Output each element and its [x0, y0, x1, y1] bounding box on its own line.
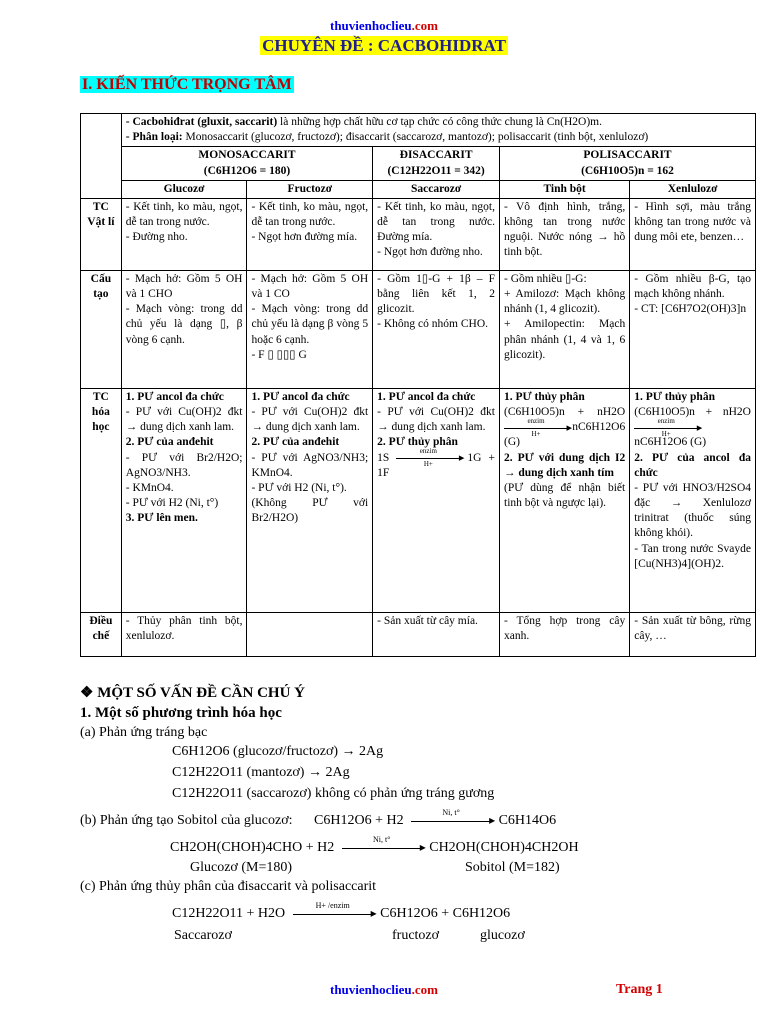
reaction-a1: C6H12O6 (glucozơ/fructozơ) → 2Ag — [172, 744, 384, 759]
row-label: Điều chế — [81, 612, 122, 656]
table-cell — [373, 198, 500, 270]
topic-text: CHUYÊN ĐỀ : CACBOHIDRAT — [262, 36, 506, 55]
group-mono — [121, 147, 372, 180]
cell-line: + Amilozơ: Mạch không nhánh (1, 4 glicozit). — [504, 288, 626, 316]
fructose-note: fructozơ — [392, 928, 440, 943]
cell-line: - CT: [C6H7O2(OH)3]n — [634, 303, 747, 316]
reaction-c — [172, 900, 511, 922]
table-cell — [247, 388, 373, 612]
col-fructose: Fructozơ — [247, 180, 373, 198]
cell-line: - Vô định hình, trắng, không tan trong nước nguội. Nước nóng → hồ tinh bột. — [504, 200, 626, 259]
cell-line: - Kết tinh, ko màu, ngọt, dễ tan trong nước. — [251, 200, 369, 229]
property-row — [81, 388, 756, 612]
footer-site-name: thuvienhoclieu — [330, 982, 412, 997]
reaction-b2-left: CH2OH(CHOH)4CHO + H2 — [170, 840, 335, 855]
group-di-label: ĐISACCARIT — [399, 149, 473, 162]
cell-line: - Mạch vòng: trong dd chủ yếu là dạng β vòng 5 hoặc 6 cạnh. — [251, 303, 369, 346]
property-row — [81, 198, 756, 270]
notes-subheading: 1. Một số phương trình hóa học — [80, 704, 282, 721]
group-poly — [500, 147, 756, 180]
cell-line: 1. PƯ thủy phân — [634, 390, 715, 403]
glucose-note: Glucozơ (M=180) — [190, 860, 292, 875]
page-number: Trang 1 — [616, 982, 663, 997]
reaction-b2-right: CH2OH(CHOH)4CH2OH — [429, 840, 579, 855]
table-cell — [500, 270, 630, 388]
table-cell — [373, 388, 500, 612]
reaction-c-left: C12H22O11 + H2O — [172, 906, 286, 921]
cell-line: - Sản xuất từ bông, rừng cây, … — [634, 614, 751, 643]
summary-table — [80, 113, 756, 657]
cell-line: 2. PƯ của anđehit — [251, 436, 340, 449]
cell-line: - KMnO4. — [125, 481, 174, 494]
section-heading — [80, 76, 294, 94]
intro-row — [81, 114, 756, 147]
table-cell — [500, 198, 630, 270]
cell-line: - Hình sợi, màu trắng không tan trong nước và dung môi ete, benzen… — [634, 200, 751, 244]
reaction-b2 — [170, 834, 579, 856]
reaction-arrow-icon: enzim ▸ H+ — [634, 421, 698, 435]
class-term: - Phân loại: — [125, 131, 183, 144]
table-cell — [630, 198, 756, 270]
table-cell — [630, 388, 756, 612]
cell-line: - F ▯ ▯▯▯ G — [251, 348, 307, 361]
topic-title — [0, 36, 768, 56]
cell-line: - Gồm nhiều β-G, tạo mạch không nhánh. — [634, 272, 751, 301]
cell-line: 2. PƯ với dung dịch I2 → dung dịch xanh tím — [504, 451, 626, 479]
cell-line: (PƯ dùng để nhận biết tinh bột và ngược lại). — [504, 481, 626, 510]
footer-site-tld: .com — [411, 982, 438, 997]
cell-line: 2. PƯ thủy phân — [377, 436, 458, 449]
notes-section — [80, 684, 740, 742]
col-cellulose: Xenlulozơ — [630, 180, 756, 198]
cell-line: - Thủy phân tinh bột, xenlulozơ. — [125, 614, 243, 643]
reaction-a2: C12H22O11 (mantozơ) → 2Ag — [172, 765, 350, 780]
row-label: Cấu tạo — [81, 270, 122, 388]
cell-line: (C6H10O5)n + nH2O enzim ▸ H+ nC6H12O6 (G) — [634, 405, 751, 451]
cell-line: 1. PƯ ancol đa chức — [251, 390, 350, 403]
sucrose-note: Saccarozơ — [174, 928, 232, 943]
table-cell — [121, 270, 247, 388]
cell-line: - Mạch vòng: trong dd chủ yếu là dạng ▯, β vòng 6 cạnh. — [125, 303, 243, 346]
intro-text: là những hợp chất hữu cơ tạp chức có công thức chung là Cn(H2O)m. — [277, 116, 603, 128]
table-cell — [247, 198, 373, 270]
cell-line: - Ngọt hơn đường nho. — [377, 246, 483, 259]
class-text: Monosaccarit (glucozơ, fructozơ); đisaccarit (saccarozơ, mantozơ); polisaccarit (tinh bột, xenlulozơ) — [182, 131, 649, 144]
cell-line: + Amilopectin: Mạch phân nhánh (1, 4 và 1, 6 glicozit). — [504, 318, 626, 361]
site-tld: .com — [411, 18, 438, 33]
arrow-condition: Ni, t° — [442, 807, 460, 817]
cell-line: 1. PƯ thủy phân — [504, 390, 585, 403]
group-di-formula: (C12H22O11 = 342) — [387, 164, 485, 177]
cell-line: - PƯ với H2 (Ni, t°). — [251, 481, 347, 494]
cell-line: - Đường nho. — [125, 231, 188, 244]
cell-line: - PƯ với Cu(OH)2 đkt → dung dịch xanh lam. — [377, 406, 495, 434]
cell-line: 1. PƯ ancol đa chức — [377, 390, 476, 403]
table-cell — [630, 612, 756, 656]
intro-cell — [121, 114, 755, 147]
col-sucrose: Saccarozơ — [373, 180, 500, 198]
arrow-condition: H+ /enzim — [315, 900, 350, 910]
table-cell — [500, 388, 630, 612]
cell-line: 2. PƯ của anđehit — [125, 436, 214, 449]
reaction-a3: C12H22O11 (saccarozơ) không có phản ứng tráng gương — [172, 786, 495, 801]
group-di — [373, 147, 500, 180]
table-cell — [121, 198, 247, 270]
cell-line: - Gồm nhiều ▯-G: — [504, 272, 587, 285]
row-label: TC Vật lí — [81, 198, 122, 270]
table-cell — [500, 612, 630, 656]
cell-line: - Không có nhóm CHO. — [377, 318, 489, 331]
reaction-arrow-icon — [342, 834, 422, 855]
group-mono-label: MONOSACCARIT — [198, 149, 296, 162]
sorbitol-note: Sobitol (M=182) — [465, 860, 560, 875]
reaction-arrow-icon — [411, 807, 491, 828]
cell-line: - Mạch hở: Gồm 5 OH và 1 CO — [251, 272, 369, 301]
table-cell — [247, 612, 373, 656]
cell-line: - Gồm 1▯-G + 1β – F bằng liên kết 1, 2 glicozit. — [377, 272, 495, 316]
reaction-b-line — [80, 807, 557, 829]
cell-line: - Sản xuất từ cây mía. — [377, 614, 478, 627]
col-starch: Tinh bột — [500, 180, 630, 198]
row-label: TC hóa học — [81, 388, 122, 612]
table-cell — [373, 270, 500, 388]
section-text: I. KIẾN THỨC TRỌNG TÂM — [82, 76, 292, 93]
reaction-arrow-icon — [293, 900, 373, 921]
group-poly-label: POLISACCARIT — [583, 149, 672, 162]
column-header-row — [81, 180, 756, 198]
reaction-b-title: (b) Phản ứng tạo Sobitol của glucozơ: — [80, 813, 293, 828]
notes-heading: ❖ MỘT SỐ VẤN ĐỀ CẦN CHÚ Ý — [80, 685, 305, 701]
table-cell — [630, 270, 756, 388]
cell-line: 1. PƯ ancol đa chức — [125, 390, 224, 403]
table-cell — [121, 388, 247, 612]
arrow-condition: Ni, t° — [373, 834, 391, 844]
table-cell — [373, 612, 500, 656]
site-header — [0, 18, 768, 34]
cell-line: - PƯ với Cu(OH)2 đkt → dung dịch xanh lam. — [125, 406, 243, 434]
cell-line: - PƯ với Cu(OH)2 đkt → dung dịch xanh lam. — [251, 406, 369, 434]
cell-line: 1S enzim ▸ H+ 1G + 1F — [377, 451, 495, 481]
cell-line: - PƯ với AgNO3/NH3; KMnO4. — [251, 451, 369, 479]
cell-line: 2. PƯ của ancol đa chức — [634, 451, 751, 479]
cell-line: - Tan trong nước Svayde [Cu(NH3)4](OH)2. — [634, 542, 751, 570]
cell-line: - PƯ với HNO3/H2SO4 đặc → Xenlulozơ trinitrat (thuốc súng không khói). — [634, 481, 751, 540]
cell-line: 3. PƯ lên men. — [125, 512, 198, 525]
cell-line: (Không PƯ với Br2/H2O) — [251, 497, 369, 525]
reaction-arrow-icon: enzim ▸ H+ — [504, 421, 568, 435]
glucose-note-2: glucozơ — [480, 928, 525, 943]
group-mono-formula: (C6H12O6 = 180) — [203, 164, 291, 177]
cell-line: - Ngọt hơn đường mía. — [251, 231, 358, 244]
table-cell — [247, 270, 373, 388]
cell-line: - Mạch hở: Gồm 5 OH và 1 CHO — [125, 272, 243, 301]
cell-line: - PƯ với Br2/H2O; AgNO3/NH3. — [125, 451, 243, 479]
site-name: thuvienhoclieu — [330, 18, 412, 33]
col-glucose: Glucozơ — [121, 180, 247, 198]
reaction-arrow-icon: enzim ▸ H+ — [396, 451, 460, 465]
cell-line: (C6H10O5)n + nH2O enzim ▸ H+ nC6H12O6 (G) — [504, 405, 625, 451]
cell-line: - Tổng hợp trong cây xanh. — [504, 614, 626, 643]
reaction-a-title: (a) Phản ứng tráng bạc — [80, 724, 208, 740]
group-row — [81, 147, 756, 180]
property-row — [81, 270, 756, 388]
reaction-b-left: C6H12O6 + H2 — [314, 813, 404, 828]
group-poly-formula: (C6H10O5)n = 162 — [581, 164, 674, 177]
reaction-c-title: (c) Phản ứng thủy phân của đisaccarit và polisaccarit — [80, 879, 377, 894]
reaction-c-right: C6H12O6 + C6H12O6 — [380, 906, 511, 921]
table-cell — [121, 612, 247, 656]
cell-line: - PƯ với H2 (Ni, t°) — [125, 497, 219, 510]
reaction-b-right: C6H14O6 — [498, 813, 557, 828]
cell-line: - Kết tinh, ko màu, ngọt, dễ tan trong nước. Đường mía. — [377, 200, 495, 244]
property-row — [81, 612, 756, 656]
intro-term: - Cacbohiđrat (gluxit, saccarit) — [125, 116, 278, 128]
cell-line: - Kết tinh, ko màu, ngọt, dễ tan trong nước. — [125, 200, 243, 229]
